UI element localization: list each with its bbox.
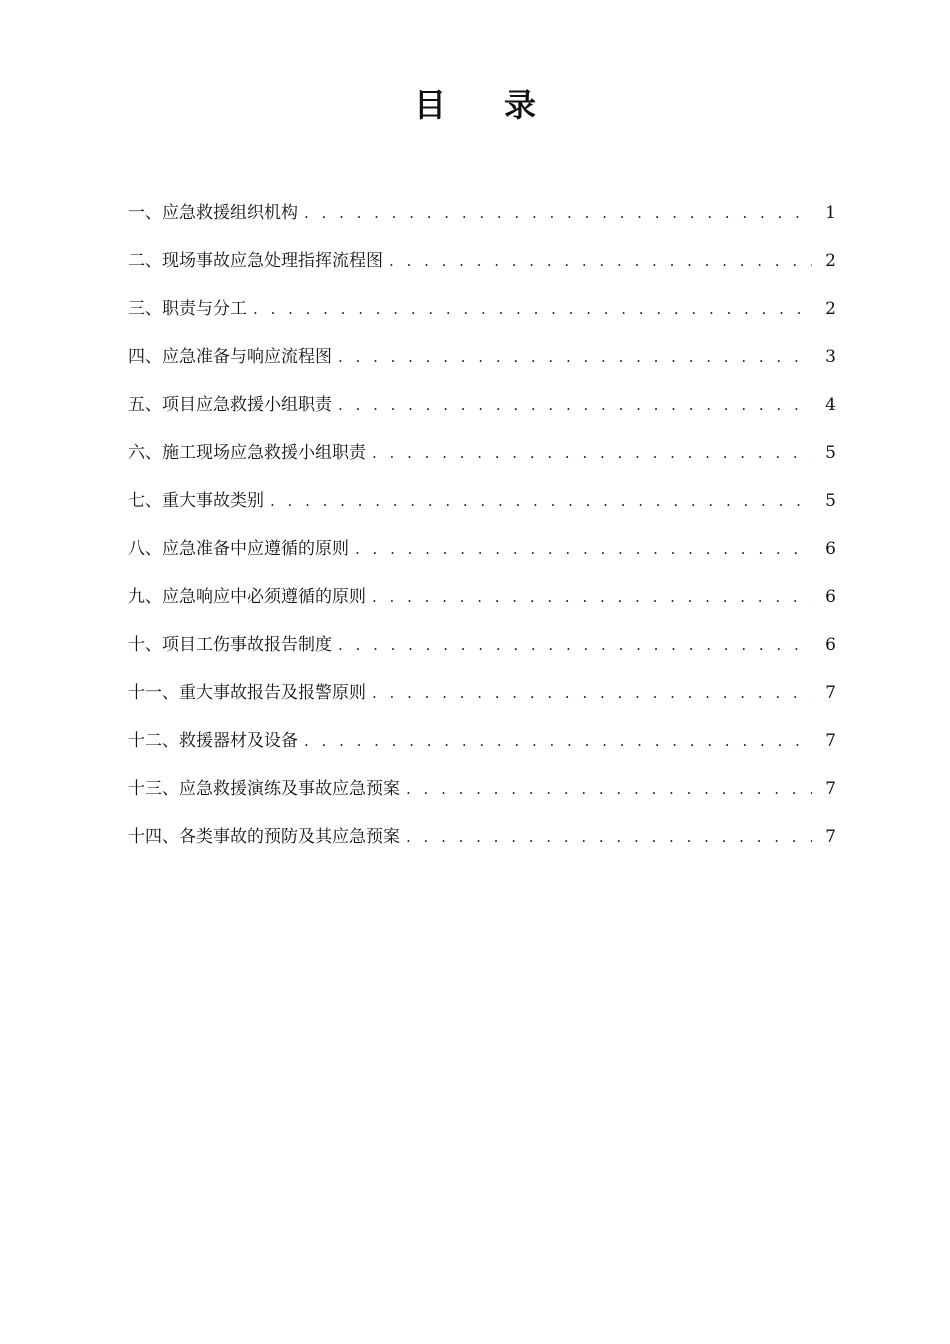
toc-page-number: 7 <box>825 683 836 703</box>
toc-leader-dots <box>304 189 812 237</box>
toc-page-number: 5 <box>825 443 836 463</box>
toc-page-number: 3 <box>825 347 836 367</box>
toc-page-number: 5 <box>825 491 836 511</box>
toc-entry[interactable] <box>128 285 836 333</box>
toc-entry-label: 五、项目应急救援小组职责 <box>128 395 332 415</box>
toc-page-number: 4 <box>825 395 836 415</box>
toc-entry[interactable] <box>128 765 836 813</box>
toc-entry-label: 二、现场事故应急处理指挥流程图 <box>128 251 383 271</box>
toc-leader-dots <box>389 237 812 285</box>
toc-entry[interactable] <box>128 525 836 573</box>
toc-entry-label: 一、应急救援组织机构 <box>128 203 298 223</box>
toc-leader-dots <box>372 669 812 717</box>
toc-page-number: 2 <box>825 299 836 319</box>
toc-leader-dots <box>372 573 812 621</box>
toc-leader-dots <box>338 621 812 669</box>
page-title <box>0 82 950 128</box>
toc-entry[interactable] <box>128 573 836 621</box>
toc-entry[interactable] <box>128 381 836 429</box>
toc-entry-label: 十二、救援器材及设备 <box>128 731 298 751</box>
toc-entry-label: 四、应急准备与响应流程图 <box>128 347 332 367</box>
toc-entry[interactable] <box>128 429 836 477</box>
toc-leader-dots <box>270 477 812 525</box>
toc-page-number: 7 <box>825 779 836 799</box>
toc-entry[interactable] <box>128 717 836 765</box>
toc-entry[interactable] <box>128 477 836 525</box>
toc-leader-dots <box>406 813 812 861</box>
toc-entry[interactable] <box>128 189 836 237</box>
toc-entry[interactable] <box>128 813 836 861</box>
toc-leader-dots <box>406 765 812 813</box>
toc-entry-label: 十、项目工伤事故报告制度 <box>128 635 332 655</box>
toc-page-number: 7 <box>825 827 836 847</box>
toc-page-number: 1 <box>825 203 836 223</box>
page-title-char-2: 录 <box>504 86 537 124</box>
toc-leader-dots <box>338 333 812 381</box>
toc-entry-label: 十三、应急救援演练及事故应急预案 <box>128 779 400 799</box>
toc-entry[interactable] <box>128 333 836 381</box>
toc-page-number: 6 <box>825 539 836 559</box>
toc-entry-label: 八、应急准备中应遵循的原则 <box>128 539 349 559</box>
toc-entry-label: 三、职责与分工 <box>128 299 247 319</box>
toc-page-number: 6 <box>825 635 836 655</box>
toc-page-number: 7 <box>825 731 836 751</box>
toc-entry-label: 七、重大事故类别 <box>128 491 264 511</box>
toc-leader-dots <box>253 285 812 333</box>
toc-page-number: 2 <box>825 251 836 271</box>
toc-leader-dots <box>338 381 812 429</box>
toc-entry-label: 六、施工现场应急救援小组职责 <box>128 443 366 463</box>
toc-entry[interactable] <box>128 669 836 717</box>
toc-entry-label: 十一、重大事故报告及报警原则 <box>128 683 366 703</box>
toc-leader-dots <box>372 429 812 477</box>
table-of-contents <box>128 189 836 861</box>
toc-leader-dots <box>304 717 812 765</box>
toc-entry[interactable] <box>128 237 836 285</box>
toc-leader-dots <box>355 525 812 573</box>
page-title-char-1: 目 <box>413 86 446 124</box>
toc-entry-label: 九、应急响应中必须遵循的原则 <box>128 587 366 607</box>
toc-entry-label: 十四、各类事故的预防及其应急预案 <box>128 827 400 847</box>
toc-page-number: 6 <box>825 587 836 607</box>
toc-entry[interactable] <box>128 621 836 669</box>
